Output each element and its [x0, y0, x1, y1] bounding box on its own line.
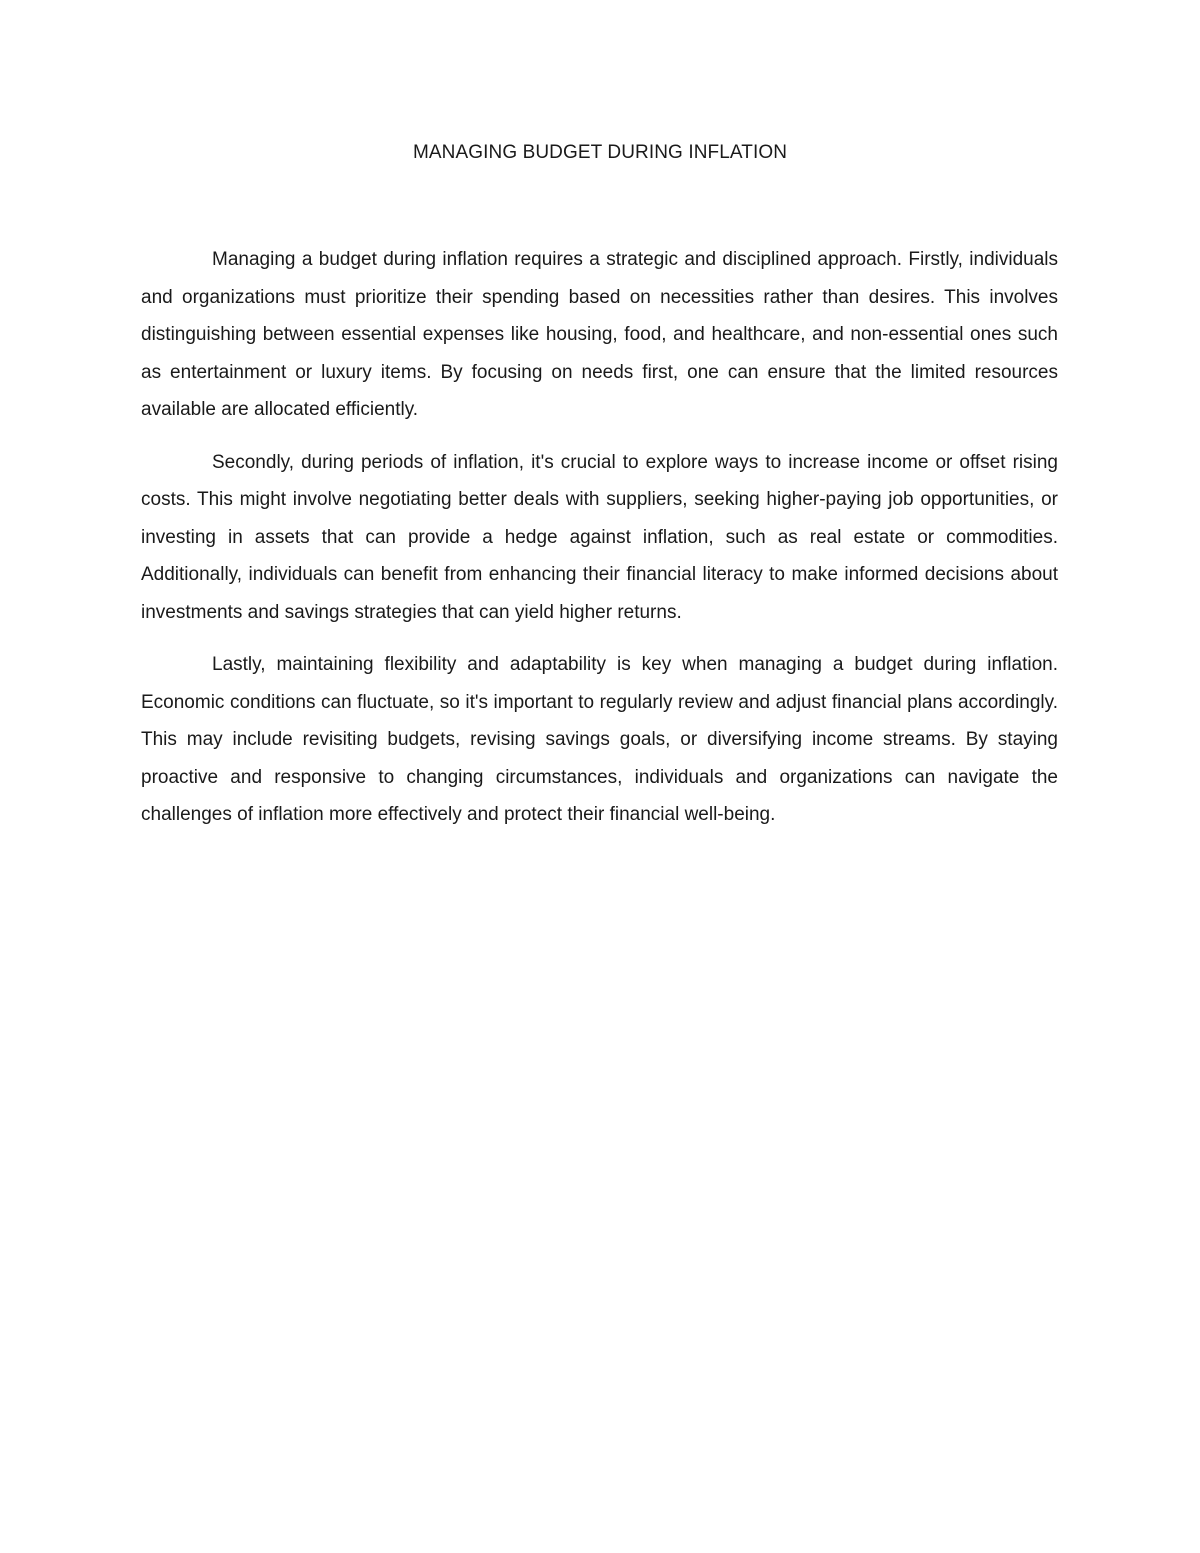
document-title: MANAGING BUDGET DURING INFLATION [412, 142, 788, 163]
paragraph-3: Lastly, maintaining flexibility and adaptability is key when managing a budget during inflation. Economic conditions can fluctuate, so it's important to regularly review and adjust financial plans accordingly. This may include revisiting budgets, revising savings goals, or diversifying income streams. By staying proactive and responsive to changing circumstances, individuals and organizations can navigate the challenges of inflation more effectively and protect their financial well-being. [141, 654, 1058, 825]
paragraph-1: Managing a budget during inflation requires a strategic and disciplined approach. Firstly, individuals and organizations must prioritize their spending based on necessities rather than desires. This involves distinguishing between essential expenses like housing, food, and healthcare, and non-essential ones such as entertainment or luxury items. By focusing on needs first, one can ensure that the limited resources available are allocated efficiently. [141, 249, 1058, 420]
paragraph-2: Secondly, during periods of inflation, it's crucial to explore ways to increase income or offset rising costs. This might involve negotiating better deals with suppliers, seeking higher-paying job opportunities, or investing in assets that can provide a hedge against inflation, such as real estate or commodities. Additionally, individuals can benefit from enhancing their financial literacy to make informed decisions about investments and savings strategies that can yield higher returns. [141, 451, 1058, 623]
document-body [141, 241, 1058, 849]
